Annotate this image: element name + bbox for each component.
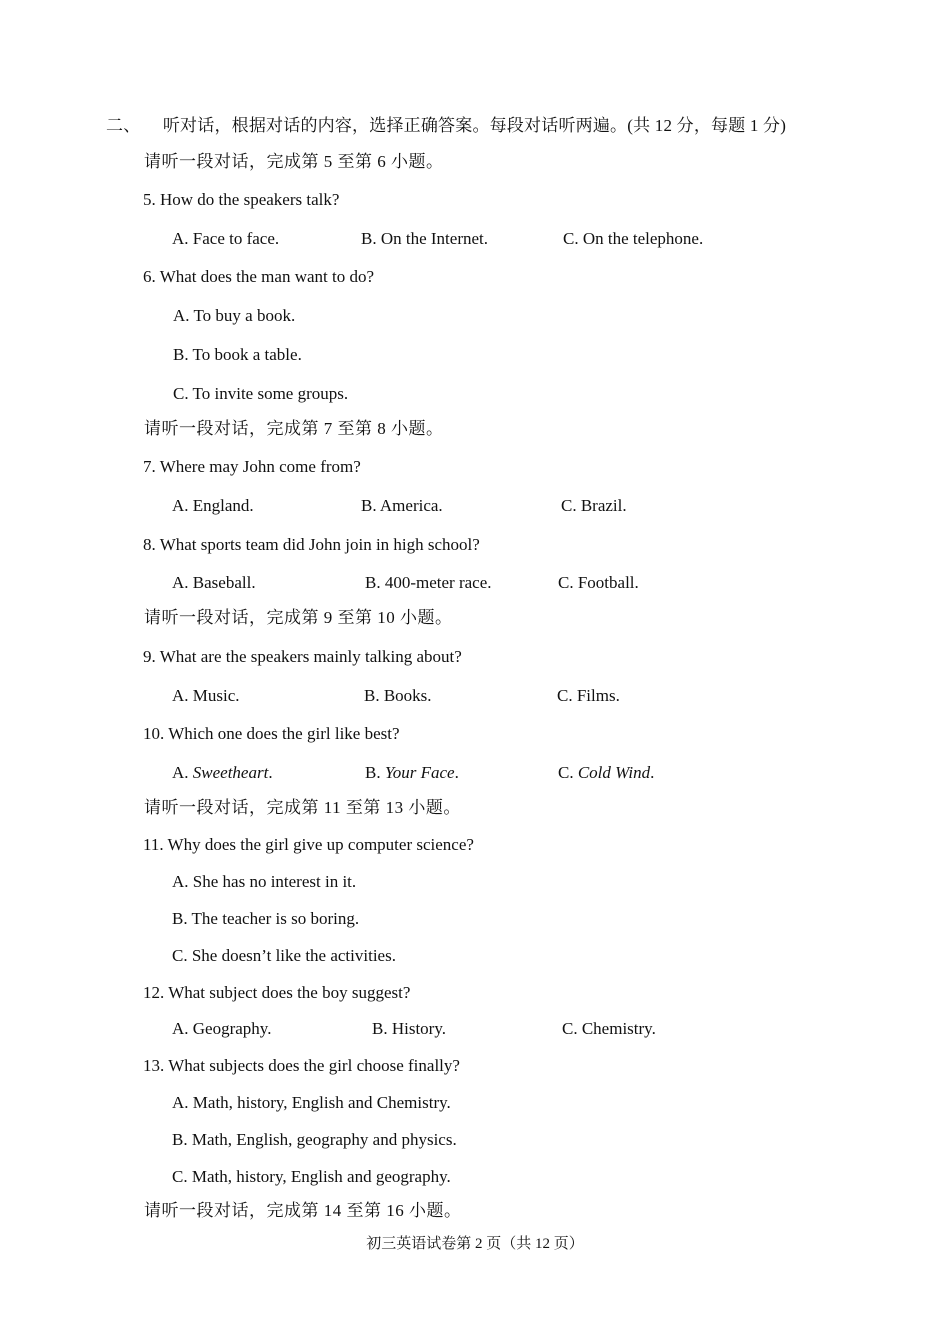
page-footer: 初三英语试卷第 2 页（共 12 页） [366,1236,584,1252]
q11-option-a: A. She has no interest in it. [172,872,357,891]
q9-option-a: A. Music. [172,686,240,705]
q7-option-b: B. America. [361,496,443,515]
section-header [106,115,786,137]
instruction-9-10: 请听一段对话，完成第 9 至第 10 小题。 [144,608,453,627]
q6-option-a: A. To buy a book. [173,306,296,325]
q10-option-b: B. Your Face. [365,763,459,782]
instruction-7-8: 请听一段对话，完成第 7 至第 8 小题。 [144,419,444,438]
q13-option-c: C. Math, history, English and geography. [172,1167,451,1186]
question-12: 12. What subject does the boy suggest? [143,983,411,1002]
question-11: 11. Why does the girl give up computer science? [143,835,474,854]
q13-option-b: B. Math, English, geography and physics. [172,1130,457,1149]
q9-option-b: B. Books. [364,686,432,705]
q10-option-c-title: Cold Wind [577,763,651,782]
q5-option-c: C. On the telephone. [563,229,704,248]
question-8: 8. What sports team did John join in high school? [143,535,480,554]
q9-option-c: C. Films. [557,686,620,705]
question-7: 7. Where may John come from? [143,457,361,476]
q6-option-b: B. To book a table. [173,345,302,364]
q7-option-a: A. England. [172,496,254,515]
question-10: 10. Which one does the girl like best? [143,724,400,743]
q7-option-c: C. Brazil. [561,496,627,515]
q6-option-c: C. To invite some groups. [173,384,349,403]
question-9: 9. What are the speakers mainly talking about? [143,647,462,666]
q12-option-b: B. History. [372,1019,446,1038]
q8-option-b: B. 400-meter race. [365,573,492,592]
section-number: 二、 [106,116,141,135]
question-13: 13. What subjects does the girl choose finally? [143,1056,460,1075]
instruction-14-16: 请听一段对话，完成第 14 至第 16 小题。 [144,1201,462,1220]
q8-option-c: C. Football. [558,573,639,592]
question-6: 6. What does the man want to do? [143,267,375,286]
q10-option-a-title: Sweetheart [192,763,269,782]
question-5: 5. How do the speakers talk? [143,190,340,209]
q8-option-a: A. Baseball. [172,573,256,592]
q12-option-a: A. Geography. [172,1019,272,1038]
q5-option-a: A. Face to face. [172,229,280,248]
q10-option-b-title: Your Face [384,763,455,782]
instruction-5-6: 请听一段对话，完成第 5 至第 6 小题。 [144,152,444,171]
q5-option-b: B. On the Internet. [361,229,488,248]
q12-option-c: C. Chemistry. [562,1019,656,1038]
q11-option-b: B. The teacher is so boring. [172,909,360,928]
q10-option-a: A. Sweetheart. [172,763,273,782]
q11-option-c: C. She doesn’t like the activities. [172,946,396,965]
q13-option-a: A. Math, history, English and Chemistry. [172,1093,451,1112]
q10-option-c: C. Cold Wind. [558,763,655,782]
section-title: 听对话，根据对话的内容，选择正确答案。每段对话听两遍。(共 12 分，每题 1 分) [162,116,787,135]
instruction-11-13: 请听一段对话，完成第 11 至第 13 小题。 [144,798,461,817]
